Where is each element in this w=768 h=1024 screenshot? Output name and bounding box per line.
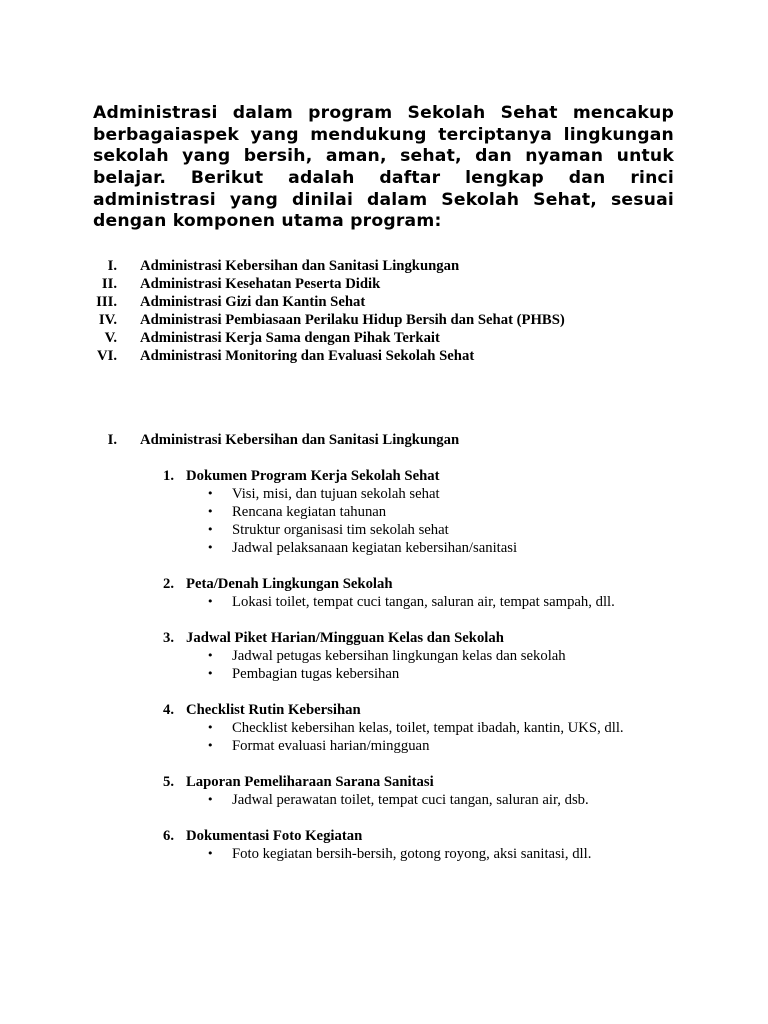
item-title: Dokumentasi Foto Kegiatan bbox=[186, 828, 363, 844]
bullet-item bbox=[0, 791, 768, 809]
item-heading bbox=[0, 773, 768, 791]
numbered-item bbox=[0, 827, 768, 863]
toc-numeral: I. bbox=[107, 258, 117, 274]
item-title: Jadwal Piket Harian/Mingguan Kelas dan Sekolah bbox=[186, 630, 504, 646]
bullet-item bbox=[0, 539, 768, 557]
bullet-item bbox=[0, 719, 768, 737]
toc-text: Administrasi Kerja Sama dengan Pihak Terkait bbox=[140, 330, 440, 346]
bullet-icon: • bbox=[207, 523, 214, 536]
spacer bbox=[0, 755, 768, 773]
toc-item bbox=[0, 275, 768, 293]
toc-numeral: VI. bbox=[97, 348, 117, 364]
toc-text: Administrasi Kesehatan Peserta Didik bbox=[140, 276, 381, 292]
item-heading bbox=[0, 575, 768, 593]
item-title: Checklist Rutin Kebersihan bbox=[186, 702, 361, 718]
bullet-list bbox=[0, 845, 768, 863]
bullet-icon: • bbox=[207, 667, 214, 680]
bullet-list bbox=[0, 791, 768, 809]
numbered-item bbox=[0, 575, 768, 629]
item-heading bbox=[0, 629, 768, 647]
item-number: 5. bbox=[163, 774, 175, 790]
toc-numeral: IV. bbox=[98, 312, 117, 328]
toc-item bbox=[0, 329, 768, 347]
bullet-item bbox=[0, 845, 768, 863]
table-of-contents bbox=[0, 257, 768, 365]
toc-text: Administrasi Kebersihan dan Sanitasi Lingkungan bbox=[140, 258, 460, 274]
bullet-icon: • bbox=[207, 739, 214, 752]
bullet-icon: • bbox=[207, 721, 214, 734]
bullet-list bbox=[0, 719, 768, 755]
toc-item bbox=[0, 293, 768, 311]
section-items bbox=[0, 467, 768, 863]
intro-paragraph: Administrasi dalam program Sekolah Sehat mencakup berbagaiaspek yang mendukung terciptanya lingkungan sekolah yang bersih, aman, sehat, dan nyaman untuk belajar. Berikut adalah daftar lengkap dan rinci administrasi yang dinilai dalam Sekolah Sehat, sesuai dengan komponen utama program: bbox=[93, 103, 674, 232]
bullet-text: Jadwal petugas kebersihan lingkungan kelas dan sekolah bbox=[232, 648, 566, 664]
toc-text: Administrasi Gizi dan Kantin Sehat bbox=[140, 294, 366, 310]
item-number: 6. bbox=[163, 828, 175, 844]
bullet-item bbox=[0, 737, 768, 755]
bullet-text: Jadwal pelaksanaan kegiatan kebersihan/sanitasi bbox=[232, 540, 518, 556]
bullet-text: Foto kegiatan bersih-bersih, gotong royong, aksi sanitasi, dll. bbox=[232, 846, 592, 862]
bullet-text: Rencana kegiatan tahunan bbox=[232, 504, 387, 520]
bullet-item bbox=[0, 503, 768, 521]
item-number: 2. bbox=[163, 576, 175, 592]
toc-item bbox=[0, 257, 768, 275]
item-number: 4. bbox=[163, 702, 175, 718]
bullet-icon: • bbox=[207, 847, 214, 860]
bullet-item bbox=[0, 593, 768, 611]
numbered-item bbox=[0, 701, 768, 773]
item-heading bbox=[0, 701, 768, 719]
section-numeral: I. bbox=[107, 432, 117, 448]
section-heading bbox=[0, 431, 768, 449]
numbered-item bbox=[0, 467, 768, 575]
bullet-text: Jadwal perawatan toilet, tempat cuci tangan, saluran air, dsb. bbox=[232, 792, 589, 808]
item-number: 1. bbox=[163, 468, 175, 484]
toc-numeral: II. bbox=[101, 276, 117, 292]
bullet-list bbox=[0, 647, 768, 683]
spacer bbox=[0, 557, 768, 575]
bullet-icon: • bbox=[207, 505, 214, 518]
bullet-icon: • bbox=[207, 595, 214, 608]
bullet-item bbox=[0, 647, 768, 665]
item-number: 3. bbox=[163, 630, 175, 646]
toc-numeral: V. bbox=[104, 330, 117, 346]
toc-text: Administrasi Monitoring dan Evaluasi Sekolah Sehat bbox=[140, 348, 475, 364]
bullet-list bbox=[0, 593, 768, 611]
bullet-icon: • bbox=[207, 793, 214, 806]
bullet-item bbox=[0, 665, 768, 683]
toc-item bbox=[0, 311, 768, 329]
spacer bbox=[0, 809, 768, 827]
bullet-text: Checklist kebersihan kelas, toilet, tempat ibadah, kantin, UKS, dll. bbox=[232, 720, 624, 736]
toc-numeral: III. bbox=[96, 294, 117, 310]
numbered-item bbox=[0, 629, 768, 701]
bullet-item bbox=[0, 521, 768, 539]
spacer bbox=[0, 611, 768, 629]
numbered-item bbox=[0, 773, 768, 827]
spacer bbox=[0, 683, 768, 701]
toc-text: Administrasi Pembiasaan Perilaku Hidup Bersih dan Sehat (PHBS) bbox=[140, 312, 565, 328]
bullet-text: Struktur organisasi tim sekolah sehat bbox=[232, 522, 449, 538]
item-title: Peta/Denah Lingkungan Sekolah bbox=[186, 576, 393, 592]
bullet-list bbox=[0, 485, 768, 557]
bullet-text: Format evaluasi harian/mingguan bbox=[232, 738, 430, 754]
toc-item bbox=[0, 347, 768, 365]
bullet-icon: • bbox=[207, 649, 214, 662]
item-title: Dokumen Program Kerja Sekolah Sehat bbox=[186, 468, 440, 484]
bullet-text: Pembagian tugas kebersihan bbox=[232, 666, 400, 682]
bullet-icon: • bbox=[207, 541, 214, 554]
bullet-item bbox=[0, 485, 768, 503]
item-title: Laporan Pemeliharaan Sarana Sanitasi bbox=[186, 774, 434, 790]
bullet-text: Visi, misi, dan tujuan sekolah sehat bbox=[232, 486, 440, 502]
bullet-icon: • bbox=[207, 487, 214, 500]
item-heading bbox=[0, 827, 768, 845]
item-heading bbox=[0, 467, 768, 485]
bullet-text: Lokasi toilet, tempat cuci tangan, saluran air, tempat sampah, dll. bbox=[232, 594, 615, 610]
section-title: Administrasi Kebersihan dan Sanitasi Lingkungan bbox=[140, 432, 460, 448]
